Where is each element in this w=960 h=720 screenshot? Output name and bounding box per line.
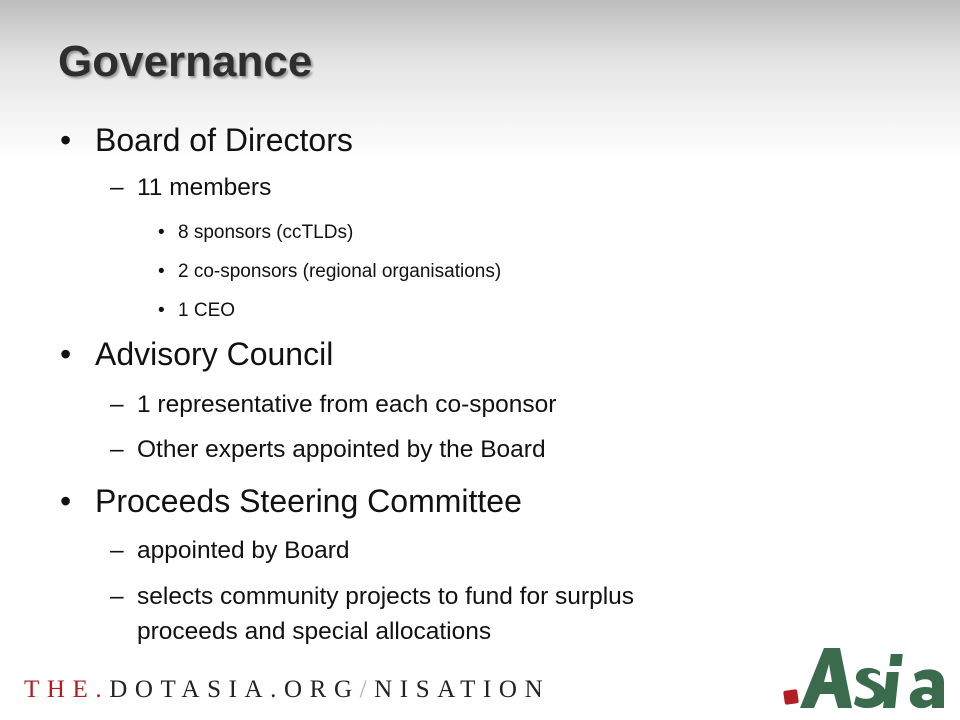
dash-marker: – (110, 537, 124, 564)
dash-marker: – (110, 583, 124, 610)
footer-slash: / (359, 676, 375, 703)
bullet-marker: • (60, 483, 72, 519)
footer-nisation: NISATION (374, 676, 551, 703)
bullet-text: 1 representative from each co-sponsor (137, 391, 557, 418)
sub-sub-bullet-sponsors (158, 222, 353, 244)
footer-the: THE. (24, 676, 110, 703)
bullet-text: 8 sponsors (ccTLDs) (178, 222, 354, 243)
bullet-text: Proceeds Steering Committee (95, 483, 522, 519)
bullet-text: Advisory Council (95, 336, 334, 372)
bullet-board (60, 122, 353, 159)
bullet-marker: • (158, 222, 165, 243)
slide-title: Governance (58, 37, 313, 86)
bullet-text: Other experts appointed by the Board (137, 436, 546, 463)
bullet-advisory-council (60, 336, 333, 373)
bullet-text: selects community projects to fund for surplus (137, 583, 635, 610)
dash-marker: – (110, 391, 124, 418)
bullet-text: proceeds and special allocations (137, 618, 492, 645)
sub-bullet-experts (110, 436, 546, 464)
bullet-marker: • (158, 261, 165, 282)
bullet-text: Board of Directors (95, 122, 353, 158)
sub-bullet-appointed (110, 537, 350, 565)
bullet-marker: • (158, 300, 165, 321)
footer-dotasia: DOTASIA.ORG (109, 676, 360, 703)
sub-bullet-selects-projects-cont (137, 618, 491, 646)
bullet-text: appointed by Board (137, 537, 350, 564)
bullet-proceeds-committee (60, 483, 522, 520)
bullet-text: 1 CEO (178, 300, 236, 321)
asia-logo (778, 642, 950, 714)
footer-brand-text (24, 676, 550, 704)
sub-bullet-members (110, 174, 271, 202)
sub-bullet-representative (110, 391, 556, 419)
bullet-text: 11 members (137, 174, 272, 201)
sub-sub-bullet-ceo (158, 300, 235, 322)
bullet-marker: • (60, 336, 72, 372)
sub-sub-bullet-co-sponsors (158, 261, 501, 283)
sub-bullet-selects-projects (110, 583, 634, 611)
bullet-text: 2 co-sponsors (regional organisations) (178, 261, 502, 282)
dash-marker: – (110, 174, 124, 201)
dash-marker: – (110, 436, 124, 463)
bullet-marker: • (60, 122, 72, 158)
